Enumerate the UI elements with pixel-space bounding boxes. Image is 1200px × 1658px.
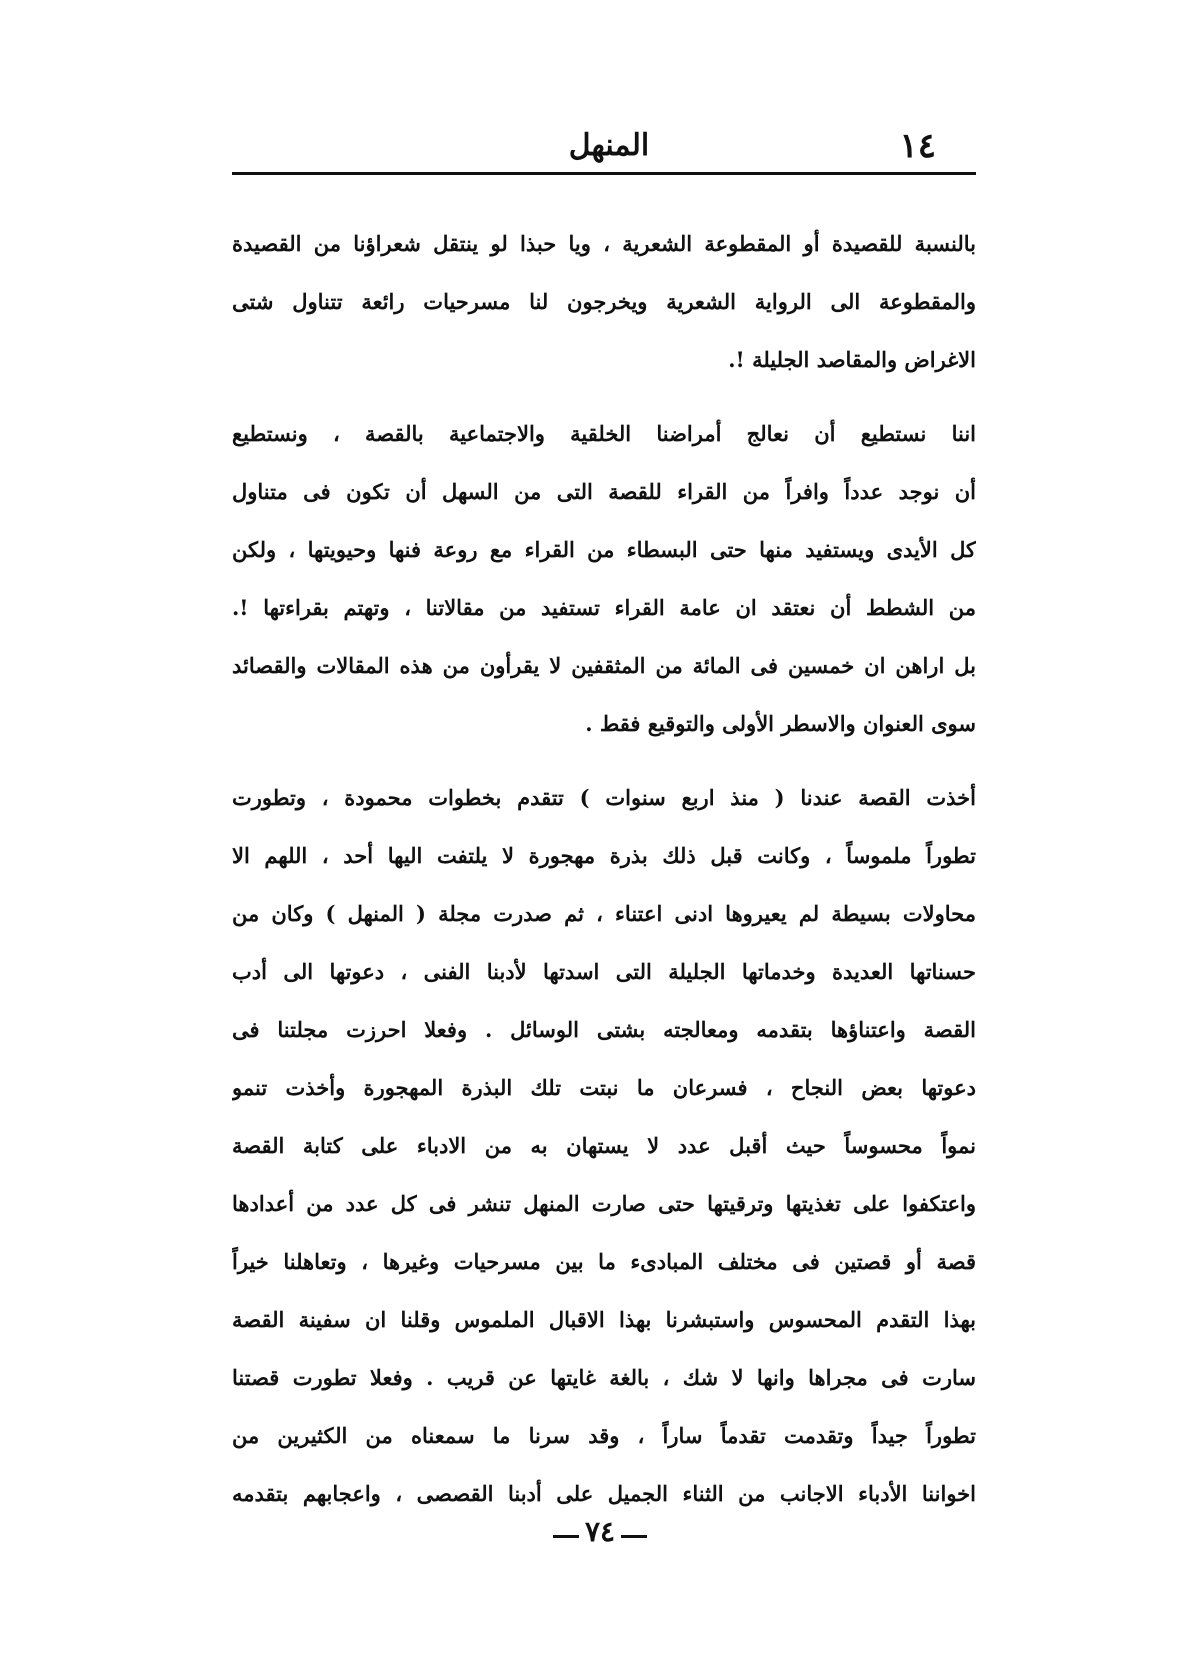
header-divider <box>232 172 976 175</box>
text-line: بل اراهن ان خمسين فى المائة من المثقفين لا يقرأون من هذه المقالات والقصائد <box>232 653 976 678</box>
article-body <box>232 215 976 1523</box>
text-line: كل الأيدى ويستفيد منها حتى البسطاء من القراء مع روعة فنها وحيويتها ، ولكن <box>232 537 976 562</box>
header-page-number: ١٤ <box>899 126 936 166</box>
footer-dash-left <box>553 1535 579 1538</box>
running-title: المنهل <box>568 128 650 163</box>
text-line: دعوتها بعض النجاح ، فسرعان ما نبتت تلك البذرة المهجورة وأخذت تنمو <box>232 1075 976 1100</box>
page-header <box>232 118 976 174</box>
text-line: بهذا التقدم المحسوس واستبشرنا بهذا الاقبال الملموس وقلنا ان سفينة القصة <box>232 1307 976 1332</box>
text-line: بالنسبة للقصيدة أو المقطوعة الشعرية ، ويا حبذا لو ينتقل شعراؤنا من القصيدة <box>232 231 976 256</box>
footer-dash-right <box>621 1535 647 1538</box>
text-line: تطوراً ملموساً ، وكانت قبل ذلك بذرة مهجورة لا يلتفت اليها أحد ، اللهم الا <box>232 843 976 868</box>
text-line: حسناتها العديدة وخدماتها الجليلة التى اسدتها لأدبنا الفنى ، دعوتها الى أدب <box>232 959 976 984</box>
text-line: اننا نستطيع أن نعالج أمراضنا الخلقية والاجتماعية بالقصة ، ونستطيع <box>232 421 976 446</box>
paragraph <box>232 405 976 753</box>
page-footer <box>0 1512 1200 1552</box>
text-line: القصة واعتناؤها بتقدمه ومعالجته بشتى الوسائل . وفعلا احرزت مجلتنا فى <box>232 1017 976 1042</box>
text-line: سوى العنوان والاسطر الأولى والتوقيع فقط . <box>585 711 976 736</box>
text-line: اخواننا الأدباء الاجانب من الثناء الجميل على أدبنا القصصى ، واعجابهم بتقدمه <box>232 1481 976 1506</box>
paragraph <box>232 769 976 1523</box>
text-line: أن نوجد عدداً وافراً من القراء للقصة التى من السهل أن تكون فى متناول <box>232 479 976 504</box>
paragraph-gap <box>232 753 976 769</box>
text-line: أخذت القصة عندنا ( منذ اربع سنوات ) تتقدم بخطوات محمودة ، وتطورت <box>232 785 976 810</box>
text-line: الاغراض والمقاصد الجليلة !. <box>728 347 976 372</box>
text-line: نمواً محسوساً حيث أقبل عدد لا يستهان به من الادباء على كتابة القصة <box>232 1133 976 1158</box>
text-line: قصة أو قصتين فى مختلف المبادىء ما بين مسرحيات وغيرها ، وتعاهلنا خيراً <box>232 1249 976 1274</box>
text-line: والمقطوعة الى الرواية الشعرية ويخرجون لنا مسرحيات رائعة تتناول شتى <box>232 289 976 314</box>
paragraph-gap <box>232 389 976 405</box>
text-line: محاولات بسيطة لم يعيروها ادنى اعتناء ، ثم صدرت مجلة ( المنهل ) وكان من <box>232 901 976 926</box>
footer-page-number: ٧٤ <box>584 1515 616 1548</box>
text-line: سارت فى مجراها وانها لا شك ، بالغة غايتها عن قريب . وفعلا تطورت قصتنا <box>232 1365 976 1390</box>
text-line: تطوراً جيداً وتقدمت تقدماً ساراً ، وقد سرنا ما سمعناه من الكثيرين من <box>232 1423 976 1448</box>
text-line: من الشطط أن نعتقد ان عامة القراء تستفيد من مقالاتنا ، وتهتم بقراءتها !. <box>232 595 976 620</box>
paragraph <box>232 215 976 389</box>
text-line: واعتكفوا على تغذيتها وترقيتها حتى صارت المنهل تنشر فى كل عدد من أعدادها <box>232 1191 976 1216</box>
